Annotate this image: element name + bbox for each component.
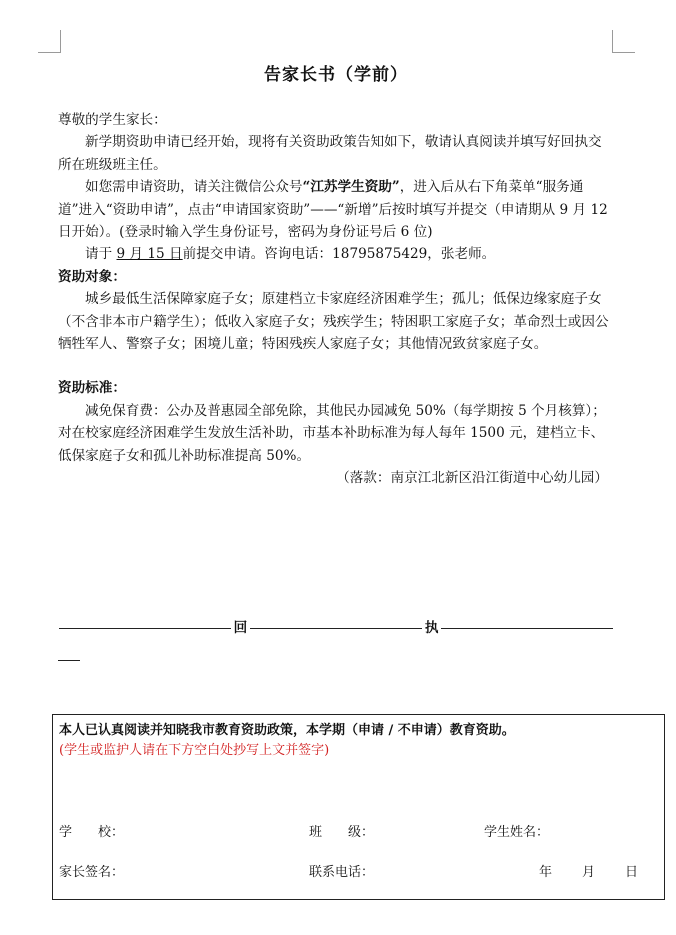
target-text: 城乡最低生活保障家庭子女；原建档立卡家庭经济困难学生；孤儿；低保边缘家庭子女（不含非本市户籍学生）；低收入家庭子女；残疾学生；特困职工家庭子女；革命烈士或因公牺牲军人、警察子女；困境儿童；特困残疾人家庭子女；其他情况致贫家庭子女。 bbox=[58, 291, 609, 353]
crop-mark-top-right bbox=[612, 30, 635, 53]
standard-text: 减免保育费：公办及普惠园全部免除，其他民办园减免 50%（每学期按 5 个月核算）；对在校家庭经济困难学生发放生活补助，市基本补助标准为每人每年 1500 元，建档立卡、低保家庭子女和孤儿补助标准提高 50%。 bbox=[58, 402, 606, 464]
apply-text-b: ，进入后从右下角菜单“服务通道”进入“资助申请”，点击“申请国家资助”——“新增”后按时填写并提交（申请期从 9 月 12 日开始）。(登录时输入学生身份证号，密码为身份证号后 6 位) bbox=[58, 179, 608, 241]
deadline-text-a: 请于 bbox=[85, 246, 117, 263]
standard-heading: 资助标准： bbox=[58, 380, 126, 397]
cut-word-hui: 回 bbox=[233, 620, 248, 636]
target-heading: 资助对象： bbox=[58, 268, 126, 285]
crop-mark-top-left bbox=[38, 30, 61, 53]
document-page bbox=[58, 60, 614, 490]
deadline-text-b: 前提交申请。咨询电话：18795875429，张老师。 bbox=[182, 246, 496, 263]
receipt-row-parent bbox=[59, 861, 658, 880]
signature-line: （落款：南京江北新区沿江街道中心幼儿园） bbox=[336, 470, 608, 487]
parent-signature-label: 家长签名： bbox=[59, 865, 125, 880]
month-label: 月 bbox=[582, 865, 596, 880]
cut-line-row bbox=[58, 610, 614, 646]
student-name-label: 学生姓名： bbox=[484, 825, 550, 840]
apply-text-a: 如您需申请资助，请关注微信公众号 bbox=[85, 179, 303, 196]
paragraph-apply bbox=[58, 176, 614, 243]
spacer bbox=[58, 355, 614, 377]
paragraph-deadline bbox=[58, 243, 614, 265]
class-label: 班 级： bbox=[309, 825, 375, 840]
cut-dash-middle bbox=[250, 628, 422, 629]
receipt-instruction: (学生或监护人请在下方空白处抄写上文并签字) bbox=[59, 743, 330, 758]
date-fields bbox=[539, 861, 658, 880]
cut-dash-right bbox=[441, 628, 613, 629]
paragraph-intro: 新学期资助申请已经开始，现将有关资助政策告知如下，敬请认真阅读并填写好回执交所在班级班主任。 bbox=[58, 134, 602, 173]
phone-label: 联系电话： bbox=[309, 865, 375, 880]
wechat-account-name: “江苏学生资助” bbox=[302, 179, 400, 196]
document-body bbox=[58, 109, 614, 490]
cut-word-zhi: 执 bbox=[424, 620, 439, 636]
deadline-date: 9 月 15 日 bbox=[116, 246, 183, 263]
day-label: 日 bbox=[625, 865, 639, 880]
receipt-cut-line bbox=[58, 610, 614, 661]
document-title: 告家长书（学前） bbox=[264, 65, 408, 85]
receipt-row-school bbox=[59, 821, 658, 840]
receipt-form bbox=[52, 714, 665, 900]
school-label: 学 校： bbox=[59, 825, 125, 840]
year-label: 年 bbox=[539, 865, 553, 880]
salutation: 尊敬的学生家长： bbox=[58, 112, 167, 128]
receipt-statement: 本人已认真阅读并知晓我市教育资助政策，本学期（申请 / 不申请）教育资助。 bbox=[59, 723, 515, 738]
cut-dash-left bbox=[59, 628, 231, 629]
cut-dash-wrap bbox=[58, 660, 80, 661]
